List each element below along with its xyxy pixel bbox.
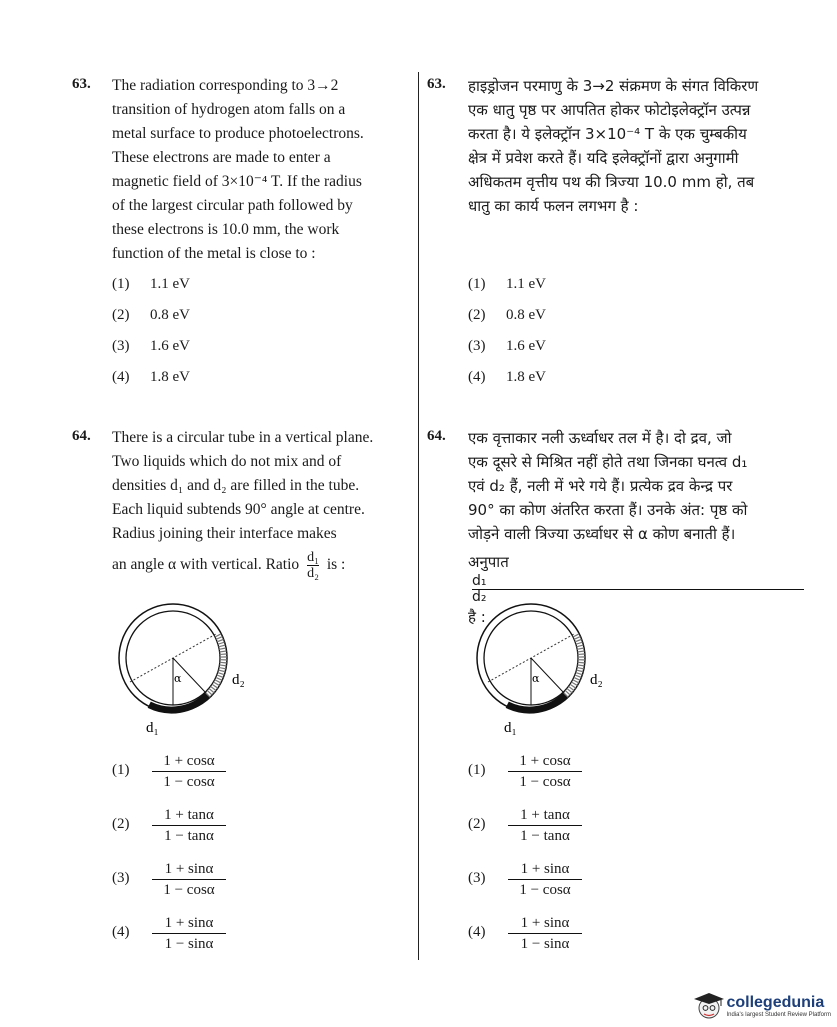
q64-en-line: There is a circular tube in a vertical plane. — [112, 429, 374, 446]
q64-text-en — [112, 426, 408, 581]
option-fraction — [154, 860, 224, 899]
option-value: 0.8 eV — [506, 307, 546, 323]
collegedunia-logo[interactable] — [692, 991, 831, 1021]
q64-en-line: Two liquids which do not mix and of — [112, 453, 342, 470]
q63-option-1-hi[interactable] — [468, 276, 546, 293]
diagram-alpha-label: α — [174, 672, 182, 685]
q63-en-line: of the largest circular path followed by — [112, 197, 353, 214]
q64-hi-last-prefix: अनुपात — [468, 553, 509, 571]
option-fraction — [510, 752, 580, 791]
option-fraction — [154, 914, 224, 953]
option-number: (3) — [468, 338, 486, 354]
q64-number-en: 64. — [72, 428, 91, 444]
q63-hi-line: हाइड्रोजन परमाणु के 3→2 संक्रमण के संगत विकिरण — [468, 77, 759, 95]
q63-text-en — [112, 74, 408, 266]
logo-tagline: India's largest Student Review Platform — [726, 1012, 831, 1018]
option-value: 1.8 eV — [506, 369, 546, 385]
option-value: 1.1 eV — [150, 276, 190, 292]
q64-en-line: densities d₁ and d₂ are filled in the tube. — [112, 477, 360, 494]
diagram-d1-label: d₁ — [504, 720, 517, 736]
fraction-denominator: 1 − sinα — [508, 933, 582, 953]
q63-en-line: these electrons is 10.0 mm, the work — [112, 221, 340, 238]
q64-number-hi: 64. — [427, 428, 446, 444]
option-value: 1.6 eV — [150, 338, 190, 354]
fraction-numerator: 1 + tanα — [520, 807, 570, 823]
q64-en-last-line — [112, 550, 408, 581]
option-value: 1.8 eV — [150, 369, 190, 385]
q64-hi-line: जोड़ने वाली त्रिज्या ऊर्ध्वाधर से α कोण बनाती हैं। — [468, 525, 736, 543]
fraction-numerator: 1 + sinα — [164, 915, 214, 931]
q64-en-last-prefix: an angle α with vertical. Ratio — [112, 556, 300, 574]
q63-hi-line: धातु का कार्य फलन लगभग है : — [468, 197, 639, 215]
q63-option-3-hi[interactable] — [468, 338, 546, 355]
option-number: (2) — [468, 816, 486, 832]
option-fraction — [510, 860, 580, 899]
diagram-d2-label: d₂ — [590, 672, 603, 688]
ratio-numerator: d₁ — [472, 573, 487, 589]
q64-hi-last-suffix: है : — [468, 608, 486, 626]
q63-en-line: The radiation corresponding to 3→2 — [112, 77, 339, 94]
q63-option-4-en[interactable] — [112, 369, 190, 386]
circular-tube-diagram-hi — [464, 598, 624, 738]
q64-hi-line: एक वृत्ताकार नली ऊर्ध्वाधर तल में है। दो द्रव, जो — [468, 429, 732, 447]
option-number: (4) — [468, 369, 486, 385]
option-number: (1) — [468, 762, 486, 778]
q63-en-line: metal surface to produce photoelectrons. — [112, 125, 364, 142]
fraction-denominator: 1 − cosα — [152, 771, 226, 791]
option-value: 1.1 eV — [506, 276, 546, 292]
q64-en-last-suffix: is : — [326, 556, 346, 574]
q63-hi-line: करता है। ये इलेक्ट्रॉन 3×10⁻⁴ T के एक चुम्बकीय — [468, 125, 747, 143]
ratio-fraction — [307, 550, 319, 581]
ratio-numerator: d₁ — [307, 550, 319, 565]
fraction-numerator: 1 + tanα — [164, 807, 214, 823]
q63-option-2-en[interactable] — [112, 307, 190, 324]
option-number: (4) — [468, 924, 486, 940]
q63-number-hi: 63. — [427, 76, 446, 92]
fraction-numerator: 1 + cosα — [163, 753, 215, 769]
q63-number-en: 63. — [72, 76, 91, 92]
ratio-denominator: d₂ — [307, 566, 319, 581]
q63-en-line: transition of hydrogen atom falls on a — [112, 101, 346, 118]
q63-option-1-en[interactable] — [112, 276, 190, 293]
option-fraction — [510, 806, 580, 845]
option-number: (1) — [112, 276, 130, 292]
fraction-denominator: 1 − cosα — [508, 879, 582, 899]
q63-hi-line: एक धातु पृष्ठ पर आपतित होकर फोटोइलेक्ट्रॉन उत्पन्न — [468, 101, 751, 119]
option-number: (3) — [112, 338, 130, 354]
q64-en-line: Radius joining their interface makes — [112, 525, 337, 542]
q63-hi-line: अधिकतम वृत्तीय पथ की त्रिज्या 10.0 mm हो, तब — [468, 173, 755, 191]
q63-en-line: These electrons are made to enter a — [112, 149, 331, 166]
option-number: (2) — [112, 307, 130, 323]
fraction-numerator: 1 + cosα — [519, 753, 571, 769]
fraction-numerator: 1 + sinα — [520, 915, 570, 931]
ratio-denominator: d₂ — [472, 589, 804, 605]
option-number: (3) — [468, 870, 486, 886]
fraction-denominator: 1 − cosα — [152, 879, 226, 899]
column-divider — [418, 72, 419, 960]
q63-option-3-en[interactable] — [112, 338, 190, 355]
logo-name: collegedunia — [726, 994, 825, 1011]
q64-hi-line: एक दूसरे से मिश्रित नहीं होते तथा जिनका घनत्व d₁ — [468, 453, 748, 471]
fraction-numerator: 1 + sinα — [520, 861, 570, 877]
option-number: (2) — [468, 307, 486, 323]
q63-text-hi — [468, 74, 808, 218]
option-number: (2) — [112, 816, 130, 832]
circular-tube-diagram-en — [106, 598, 266, 738]
diagram-d2-label: d₂ — [232, 672, 245, 688]
q64-hi-line: 90° का कोण अंतरित करता हैं। उनके अंत: पृष्ठ को — [468, 501, 748, 519]
option-fraction — [154, 752, 224, 791]
option-number: (1) — [112, 762, 130, 778]
option-value: 0.8 eV — [150, 307, 190, 323]
q63-en-line: magnetic field of 3×10⁻⁴ T. If the radius — [112, 173, 362, 190]
fraction-denominator: 1 − sinα — [152, 933, 226, 953]
option-value: 1.6 eV — [506, 338, 546, 354]
logo-text — [726, 994, 831, 1018]
option-number: (4) — [112, 369, 130, 385]
q63-option-4-hi[interactable] — [468, 369, 546, 386]
fraction-numerator: 1 + sinα — [164, 861, 214, 877]
option-number: (4) — [112, 924, 130, 940]
q63-en-line: function of the metal is close to : — [112, 245, 316, 262]
fraction-denominator: 1 − cosα — [508, 771, 582, 791]
diagram-alpha-label: α — [532, 672, 540, 685]
diagram-d1-label: d₁ — [146, 720, 159, 736]
q64-en-line: Each liquid subtends 90° angle at centre. — [112, 501, 365, 518]
option-fraction — [154, 806, 224, 845]
fraction-denominator: 1 − tanα — [152, 825, 226, 845]
q64-hi-line: एवं d₂ हैं, नली में भरे गये हैं। प्रत्येक द्रव केन्द्र पर — [468, 477, 733, 495]
graduation-cap-icon — [692, 991, 726, 1021]
fraction-denominator: 1 − tanα — [508, 825, 582, 845]
q63-hi-line: क्षेत्र में प्रवेश करते हैं। यदि इलेक्ट्रॉनों द्वारा अनुगामी — [468, 149, 739, 167]
q63-option-2-hi[interactable] — [468, 307, 546, 324]
option-fraction — [510, 914, 580, 953]
option-number: (1) — [468, 276, 486, 292]
option-number: (3) — [112, 870, 130, 886]
